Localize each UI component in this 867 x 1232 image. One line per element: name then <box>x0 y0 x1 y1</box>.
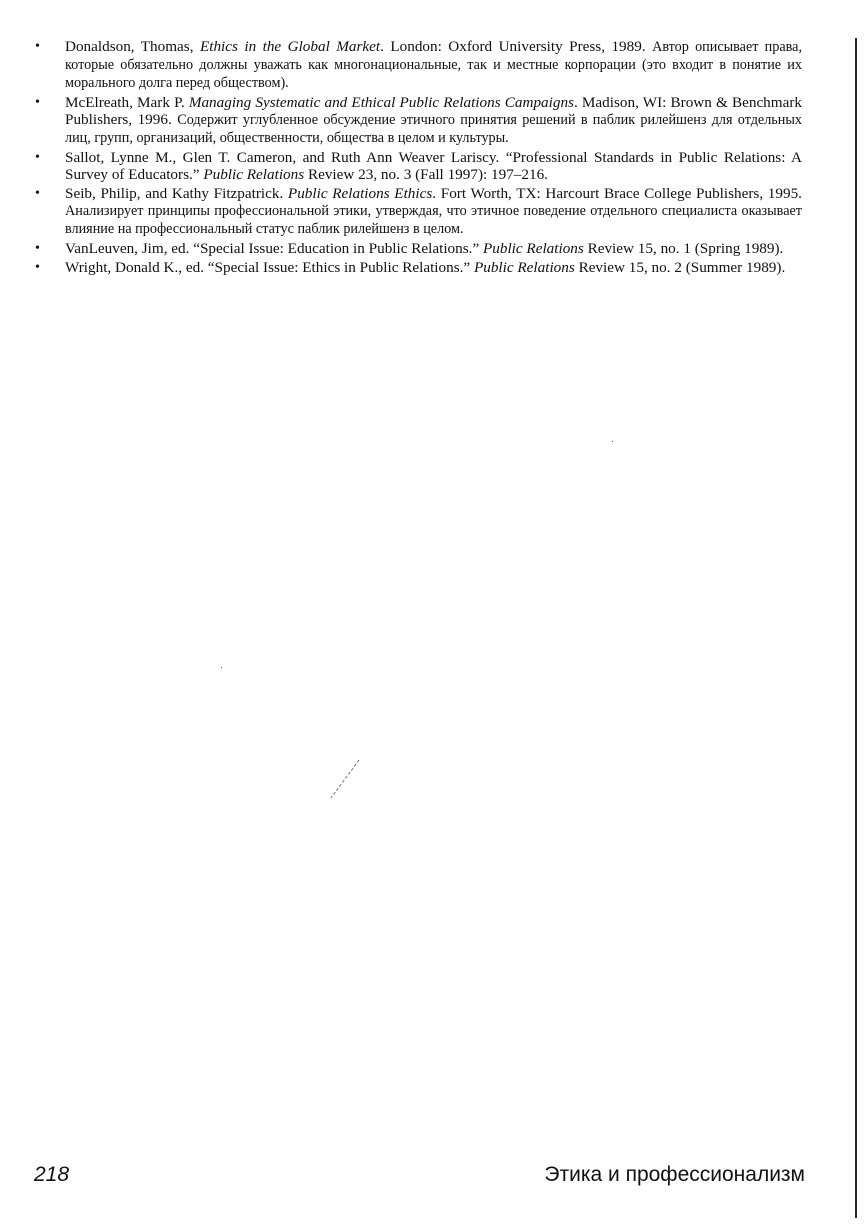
bullet-icon: • <box>35 186 40 201</box>
entry-publication: . Fort Worth, TX: Harcourt Brace College Publishers, 1995. <box>432 185 802 202</box>
entry-title: Ethics in the Global Market <box>199 38 381 55</box>
entry-publication: . Madison, WI: Brown & Benchmark Publishers, 1996. <box>65 94 802 128</box>
entry-authors: Seib, Philip, and Kathy Fitzpatrick. <box>65 185 288 202</box>
page-edge-line <box>855 38 857 1218</box>
entry-publication: Review 15, no. 1 (Spring 1989). <box>583 240 784 257</box>
scan-dot <box>612 441 613 442</box>
entry-title: Public Relations <box>203 166 305 183</box>
entry-authors: McElreath, Mark P. <box>65 94 189 111</box>
entry-annotation: Содержит углубленное обсуждение этичного принятия решений в паблик рилейшенз для отдельных лиц, групп, организаций, общественности, общества в целом и культуры. <box>65 112 802 146</box>
entry-title: Public Relations <box>473 259 575 276</box>
scan-mark <box>328 758 362 800</box>
entry-publication: Review 23, no. 3 (Fall 1997): 197–216. <box>304 166 548 183</box>
entry-authors: Sallot, Lynne M., Glen T. Cameron, and Ruth Ann Weaver Lariscy. “Professional Standards in Public Relations: A Survey of Educators.” <box>65 149 802 183</box>
bibliography-entry-wright <box>32 259 802 276</box>
bullet-icon: • <box>35 39 40 54</box>
entry-title: Public Relations <box>482 240 584 257</box>
entry-title: Public Relations Ethics <box>287 185 433 202</box>
bullet-icon: • <box>35 260 40 275</box>
entry-annotation: Автор описывает права, которые обязательно должны уважать как многонациональные, так и местные корпорации (это входит в понятие их морального долга перед обществом). <box>65 39 803 91</box>
bibliography-entry-mcelreath <box>32 94 802 147</box>
bullet-icon: • <box>35 95 40 110</box>
bullet-icon: • <box>35 150 40 165</box>
bibliography-list <box>32 38 802 278</box>
bibliography-entry-donaldson <box>32 38 802 92</box>
entry-authors: Wright, Donald K., ed. “Special Issue: Ethics in Public Relations.” <box>65 259 474 276</box>
entry-authors: Donaldson, Thomas, <box>65 38 200 55</box>
scan-dot <box>221 667 222 668</box>
bullet-icon: • <box>35 241 40 256</box>
bibliography-entry-vanleuven <box>32 240 802 257</box>
running-footer-title: Этика и профессионализм <box>544 1163 805 1186</box>
page-number: 218 <box>34 1163 70 1186</box>
entry-authors: VanLeuven, Jim, ed. “Special Issue: Education in Public Relations.” <box>65 240 483 257</box>
entry-annotation: Анализирует принципы профессиональной этики, утверждая, что этичное поведение отдельного специалиста оказывает влияние на профессиональный статус паблик рилейшенз в целом. <box>65 203 802 237</box>
entry-publication: . London: Oxford University Press, 1989. <box>380 38 646 55</box>
bibliography-entry-sallot <box>32 149 802 183</box>
bibliography-entry-seib <box>32 185 802 238</box>
entry-title: Managing Systematic and Ethical Public Relations Campaigns <box>188 94 574 111</box>
entry-publication: Review 15, no. 2 (Summer 1989). <box>574 259 786 276</box>
